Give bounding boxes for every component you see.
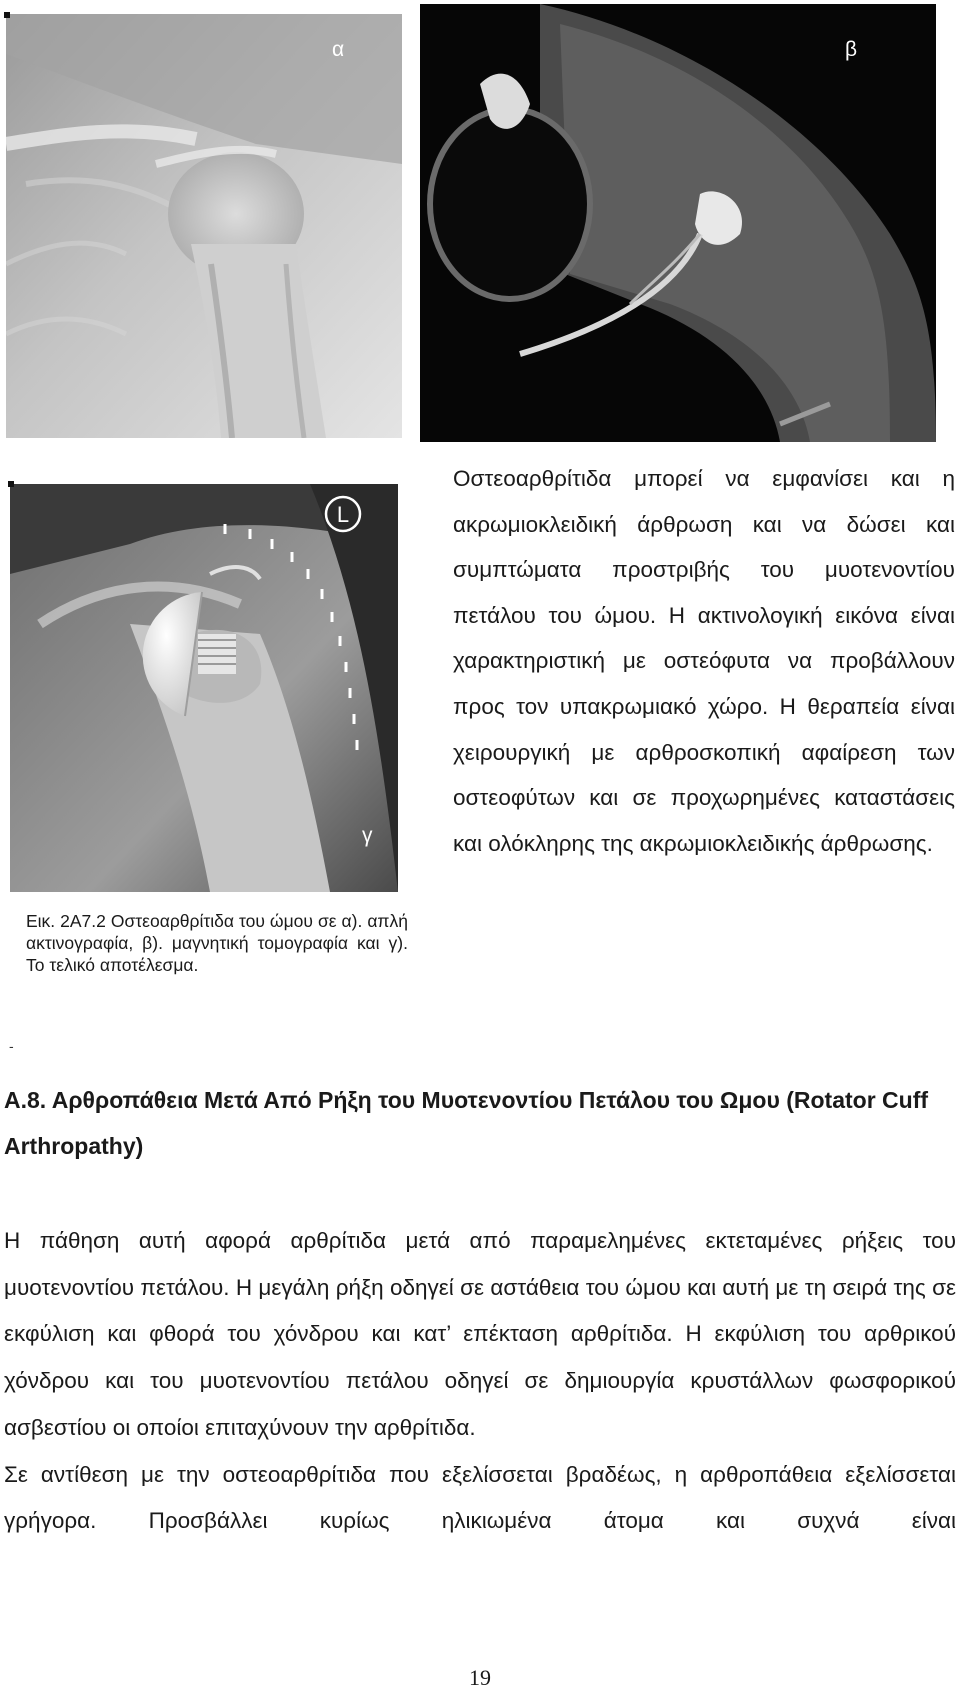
panel-label-beta: β — [845, 38, 858, 61]
postop-xray-image-gamma — [10, 484, 398, 892]
section-heading: Α.8. Αρθροπάθεια Μετά Από Ρήξη του Μυοτενοντίου Πετάλου του Ωμου (Rotator Cuff Arthropathy) — [4, 1087, 929, 1159]
corner-marker-2 — [8, 481, 14, 487]
body-paragraph: Σε αντίθεση με την οστεοαρθρίτιδα που εξελίσσεται βραδέως, η αρθροπάθεια εξελίσσεται γρήγορα. Προσβάλλει κυρίως ηλικιωμένα άτομα και συχνά είναι — [4, 1461, 956, 1534]
page-number: 19 — [469, 1665, 491, 1690]
figure-caption: Εικ. 2Α7.2 Οστεοαρθρίτιδα του ώμου σε α). απλή ακτινογραφία, β). μαγνητική τομογραφία και γ). Το τελικό αποτέλεσμα. — [26, 911, 408, 975]
intro-paragraph: Οστεοαρθρίτιδα μπορεί να εμφανίσει και η ακρωμιοκλειδική άρθρωση και να δώσει και συμπτώματα προστριβής του μυοτενοντίου πετάλου του ώμου. Η ακτινολογική εικόνα είναι χαρακτηριστική με οστεόφυτα να προβάλλουν προς τον υπακρωμιακό χώρο. Η θεραπεία είναι χειρουργική με αρθροσκοπική αφαίρεση των οστεοφύτων και σε προχωρημένες καταστάσεις και ολόκληρης της ακρωμιοκλειδικής άρθρωσης. — [453, 466, 955, 856]
side-marker-l: L — [336, 502, 350, 527]
tomography-image-beta — [420, 4, 936, 442]
stray-mark: - — [9, 1038, 14, 1054]
xray-image-alpha — [6, 14, 402, 438]
corner-marker — [4, 12, 10, 18]
section-body — [4, 1218, 956, 1545]
body-paragraph: Η πάθηση αυτή αφορά αρθρίτιδα μετά από παραμελημένες εκτεταμένες ρήξεις του μυοτενοντίου πετάλου. Η μεγάλη ρήξη οδηγεί σε αστάθεια του ώμου και αυτή με τη σειρά της σε εκφύλιση και φθορά του χόνδρου και κατ’ επέκταση αρθρίτιδα. Η εκφύλιση του αρθρικού χόνδρου και του μυοτενοντίου πετάλου οδηγεί σε δημιουργία κρυστάλλων φωσφορικού ασβεστίου οι οποίοι επιταχύνουν την αρθρίτιδα. — [4, 1228, 956, 1440]
panel-label-gamma: γ — [362, 824, 373, 847]
panel-label-alpha: α — [332, 38, 345, 61]
